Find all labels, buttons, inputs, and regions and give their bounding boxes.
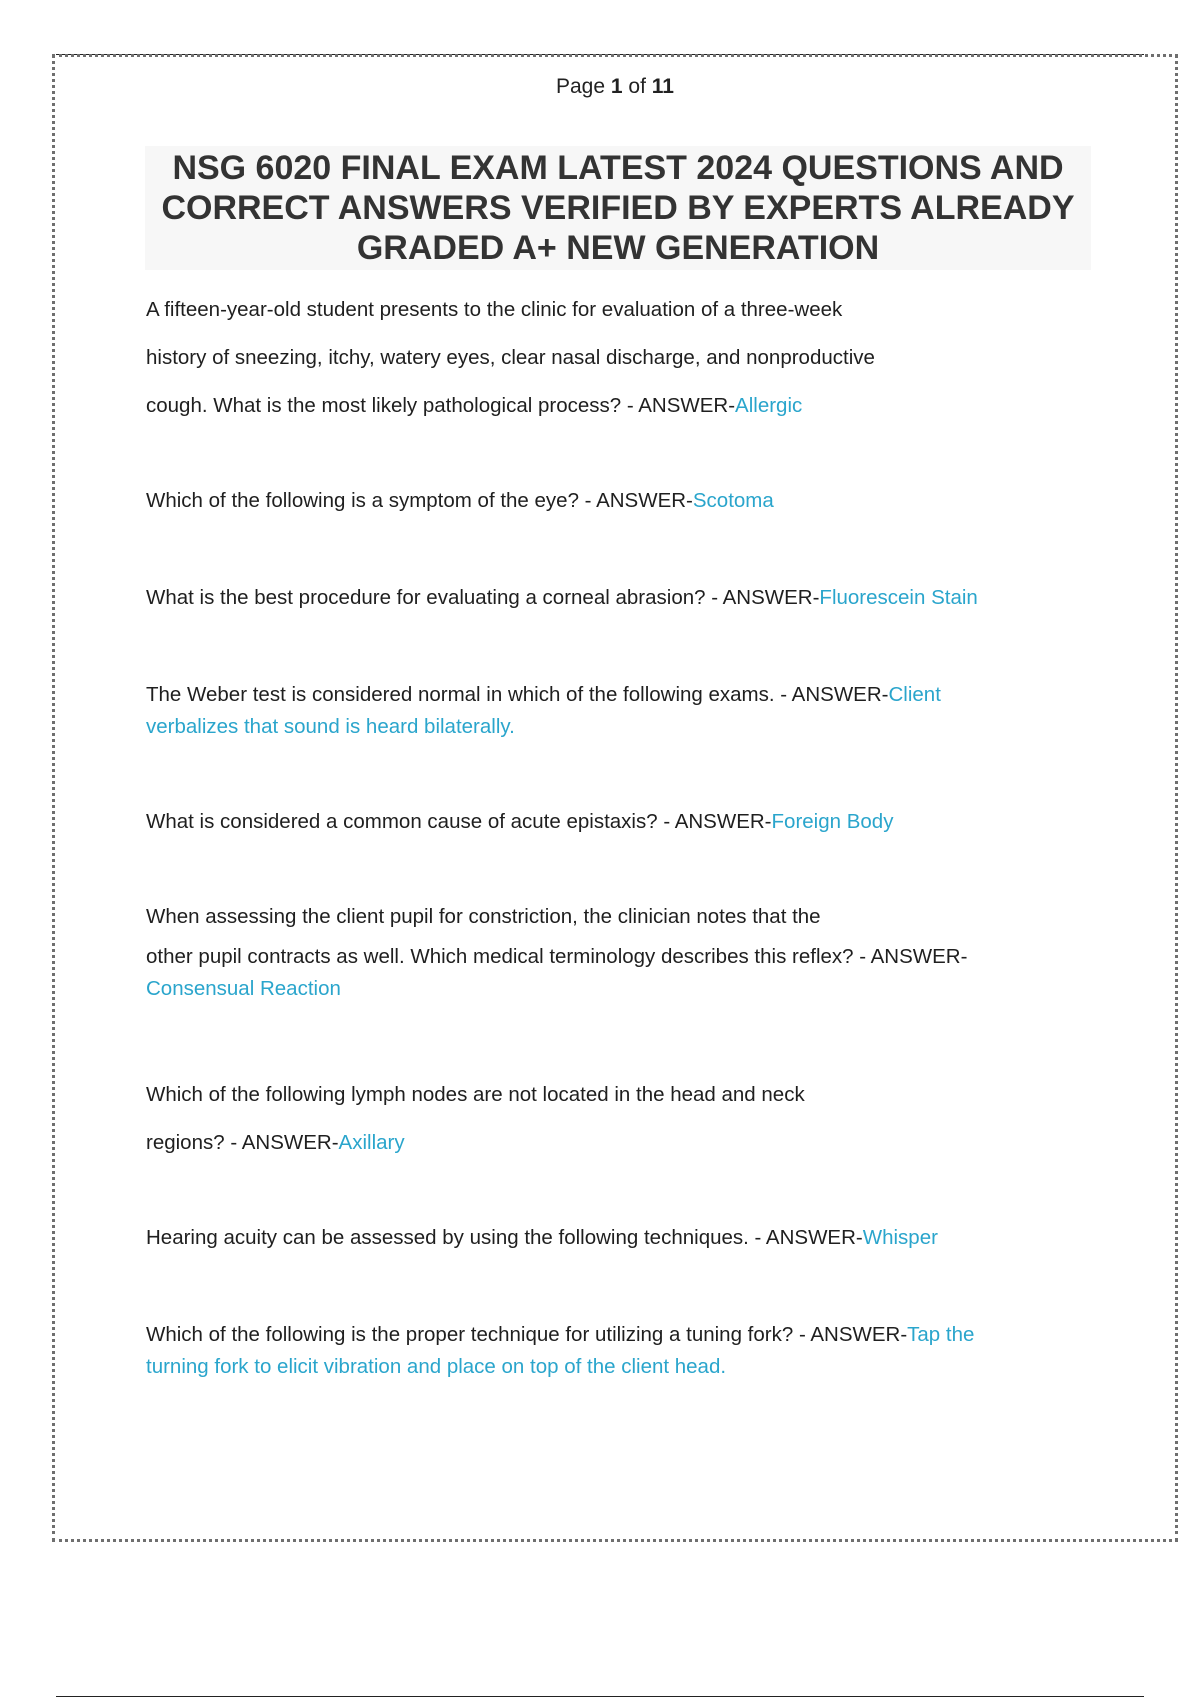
qa-item-5 <box>146 798 893 846</box>
question-line <box>146 1319 974 1351</box>
question-line <box>146 798 893 846</box>
answer-line: turning fork to elicit vibration and place on top of the client head. <box>146 1355 727 1378</box>
question-line <box>146 477 774 525</box>
question-line <box>146 679 941 711</box>
question-text: Which of the following is a symptom of the eye? - ANSWER- <box>146 489 693 512</box>
page-mid: of <box>628 75 646 98</box>
question-line: other pupil contracts as well. Which medical terminology describes this reflex? - ANSWER- <box>146 945 968 968</box>
question-text: The Weber test is considered normal in which of the following exams. - ANSWER- <box>146 683 889 706</box>
answer-line: Consensual Reaction <box>146 977 341 1000</box>
qa-item-8 <box>146 1214 938 1262</box>
answer-line: verbalizes that sound is heard bilaterally. <box>146 715 515 738</box>
answer-text: Scotoma <box>692 489 774 512</box>
page-prefix: Page <box>556 75 606 98</box>
qa-item-4 <box>146 679 941 743</box>
answer-text: Fluorescein Stain <box>819 586 978 609</box>
qa-item-1 <box>146 286 875 430</box>
qa-item-7 <box>146 1071 805 1167</box>
question-line <box>146 1119 805 1167</box>
page-total: 11 <box>651 75 674 98</box>
question-text: Hearing acuity can be assessed by using the following techniques. - ANSWER- <box>146 1226 863 1249</box>
bottom-rule <box>56 1696 1144 1697</box>
page-current: 1 <box>610 75 623 98</box>
question-line: A fifteen-year-old student presents to the clinic for evaluation of a three-week <box>146 298 843 321</box>
question-text: cough. What is the most likely pathological process? - ANSWER- <box>146 394 736 417</box>
answer-text: Foreign Body <box>771 810 894 833</box>
question-text: What is considered a common cause of acute epistaxis? - ANSWER- <box>146 810 772 833</box>
question-text: What is the best procedure for evaluating a corneal abrasion? - ANSWER- <box>146 586 820 609</box>
question-line: When assessing the client pupil for constriction, the clinician notes that the <box>146 905 821 928</box>
question-line <box>146 382 875 430</box>
question-text: Which of the following is the proper technique for utilizing a tuning fork? - ANSWER- <box>146 1323 908 1346</box>
answer-text: Client <box>888 683 941 706</box>
qa-item-6 <box>146 893 967 1005</box>
answer-text: Allergic <box>735 394 803 417</box>
question-line <box>146 1214 938 1262</box>
answer-text: Axillary <box>338 1131 405 1154</box>
question-line <box>146 574 978 622</box>
title-box <box>145 146 1091 270</box>
document-title: NSG 6020 FINAL EXAM LATEST 2024 QUESTIONS AND CORRECT ANSWERS VERIFIED BY EXPERTS ALREADY GRADED A+ NEW GENERATION <box>161 149 1075 267</box>
question-text: regions? - ANSWER- <box>146 1131 339 1154</box>
question-line: Which of the following lymph nodes are not located in the head and neck <box>146 1083 805 1106</box>
qa-item-9 <box>146 1319 974 1383</box>
answer-text: Tap the <box>907 1323 975 1346</box>
page-number <box>0 75 1200 99</box>
qa-item-3 <box>146 574 978 622</box>
question-line: history of sneezing, itchy, watery eyes, clear nasal discharge, and nonproductive <box>146 346 875 369</box>
answer-text: Whisper <box>862 1226 938 1249</box>
qa-item-2 <box>146 477 774 525</box>
